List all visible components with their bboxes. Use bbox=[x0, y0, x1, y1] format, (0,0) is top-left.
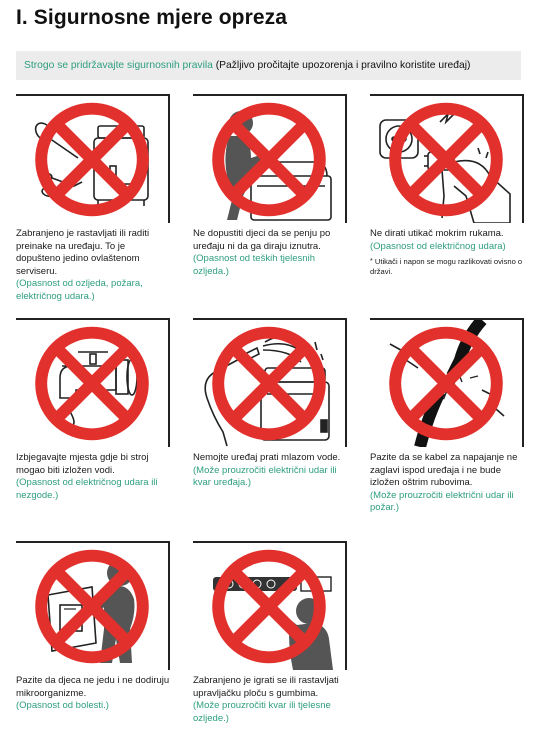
hazard-text: (Opasnost od ozljeda, požara, električnog udara.) bbox=[16, 278, 143, 302]
footnote bbox=[370, 257, 525, 277]
footnote-text: Utikači i napon se mogu razlikovati ovisno o državi. bbox=[370, 257, 523, 277]
warning-text: Zabranjeno je igrati se ili rastavljati upravljačku ploču s gumbima. bbox=[193, 675, 339, 699]
illustration-damaged-cable bbox=[370, 318, 524, 447]
prohibition-icon bbox=[193, 96, 345, 223]
prohibition-icon bbox=[370, 320, 522, 447]
prohibition-icon bbox=[193, 543, 345, 670]
page-title: I. Sigurnosne mjere opreza bbox=[16, 6, 288, 29]
hazard-text: (Opasnost od bolesti.) bbox=[16, 700, 109, 712]
warning-text: Izbjegavajte mjesta gdje bi stroj mogao biti izložen vodi. bbox=[16, 452, 149, 476]
warning-card-power-cable bbox=[370, 318, 525, 515]
warning-text: Nemojte uređaj prati mlazom vode. bbox=[193, 452, 341, 463]
hazard-text: (Može prouzročiti električni udar ili požar.) bbox=[370, 489, 514, 514]
illustration-disassembly bbox=[16, 94, 170, 223]
warning-text: Pazite da se kabel za napajanje ne zaglavi ispod uređaja i ne bude izložen oštrim rubovima. bbox=[370, 452, 518, 489]
prohibition-icon bbox=[193, 320, 345, 447]
footnote-star: * bbox=[370, 258, 373, 266]
prohibition-icon bbox=[370, 96, 522, 223]
illustration-child-climbing bbox=[193, 94, 347, 223]
prohibition-icon bbox=[16, 320, 168, 447]
hazard-text: (Može prouzročiti kvar ili tjelesne ozljede.) bbox=[193, 700, 331, 724]
illustration-control-panel bbox=[193, 541, 347, 670]
prohibition-icon bbox=[16, 96, 168, 223]
hazard-text: (Opasnost od električnog udara ili nezgode.) bbox=[16, 477, 158, 501]
warning-text: Ne dopustiti djeci da se penju po uređaju ni da ga diraju iznutra. bbox=[193, 228, 331, 252]
warning-card-wet-hands bbox=[370, 94, 525, 277]
banner-rule-text: Strogo se pridržavajte sigurnosnih pravila bbox=[24, 60, 213, 71]
illustration-wet-hands-plug bbox=[370, 94, 524, 223]
warning-text: Pazite da djeca ne jedu i ne dodiruju mikroorganizme. bbox=[16, 675, 170, 699]
banner-advice-text: (Pažljivo pročitajte upozorenja i pravilno koristite uređaj) bbox=[212, 60, 471, 71]
safety-banner bbox=[16, 51, 521, 80]
hazard-text: (Može prouzročiti električni udar ili kvar uređaja.) bbox=[193, 464, 337, 489]
warning-card-control-panel bbox=[193, 541, 348, 725]
illustration-faucet bbox=[16, 318, 170, 447]
prohibition-icon bbox=[16, 543, 168, 670]
hazard-text: (Opasnost od teških tjelesnih ozljeda.) bbox=[193, 253, 315, 277]
warning-text: Ne dirati utikač mokrim rukama. bbox=[370, 228, 504, 239]
warning-card-disassembly bbox=[16, 94, 171, 304]
hazard-text: (Opasnost od električnog udara) bbox=[370, 240, 506, 252]
illustration-hose-spray bbox=[193, 318, 347, 447]
warning-card-children-climbing bbox=[193, 94, 348, 278]
warning-text: Zabranjeno je rastavljati ili raditi preinake na uređaju. To je dopušteno jedino ovlaštenom serviseru. bbox=[16, 228, 150, 277]
warning-card-microorganisms bbox=[16, 541, 171, 713]
warning-card-water-jet bbox=[193, 318, 348, 490]
illustration-child-microorganisms bbox=[16, 541, 170, 670]
warning-card-water-exposure bbox=[16, 318, 171, 502]
